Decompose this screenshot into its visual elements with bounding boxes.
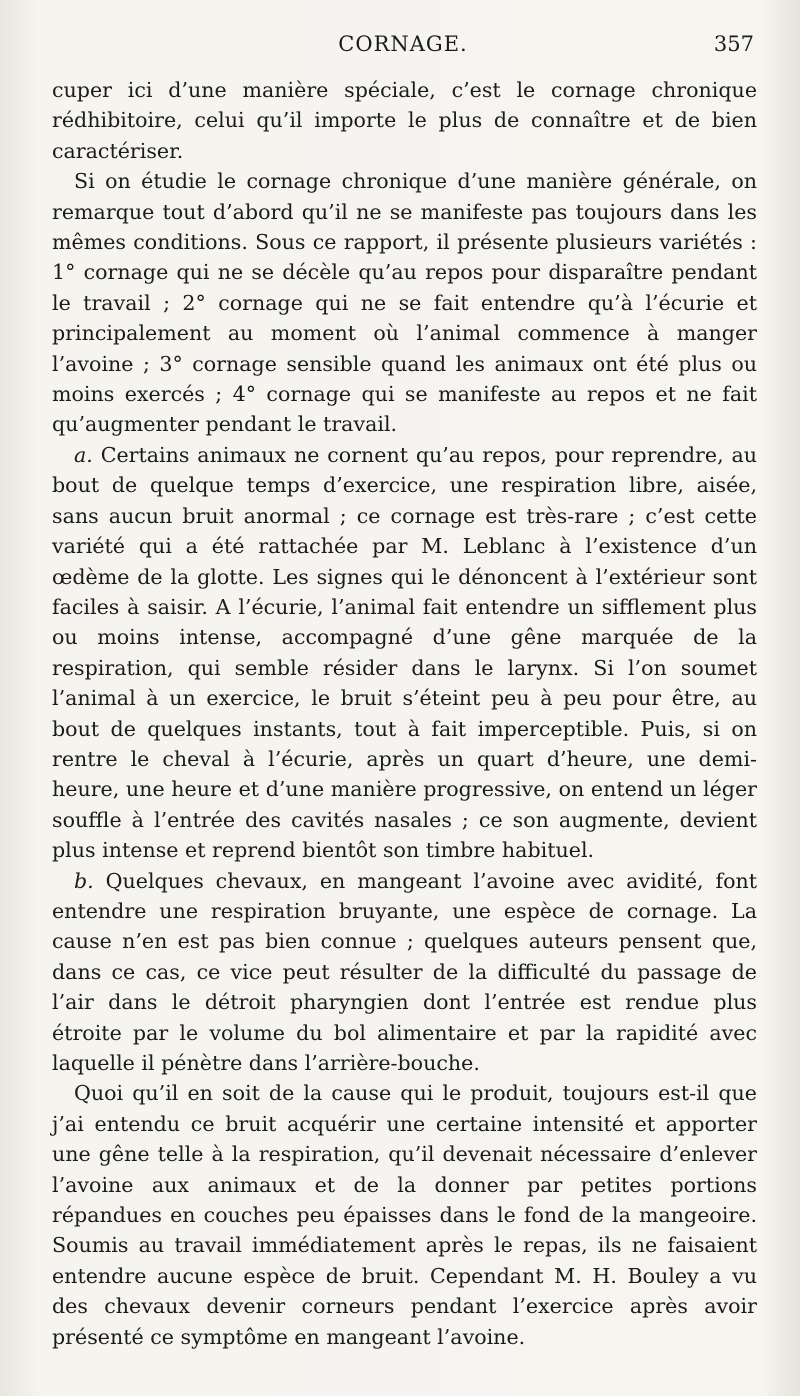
paragraph-continuation [52, 75, 757, 166]
paragraph-b [52, 866, 757, 1079]
paragraph-text: Quoi qu’il en soit de la cause qui le produit, toujours est-il que j’ai entendu ce bruit acquérir une certaine intensité et apporter une gêne telle à la respiration, qu’il devenait nécessaire d’enlever l’avoine aux animaux et de la donner par petites portions répandues en couches peu épaisses dans le fond de la mangeoire. Soumis au travail immédiatement après le repas, ils ne faisaient entendre aucune espèce de bruit. Cependant M. H. Bouley a vu des chevaux devenir corneurs pendant l’exercice après avoir présenté ce symptôme en mangeant l’avoine. [52, 1081, 757, 1349]
paragraph-varieties [52, 166, 757, 440]
body-text [52, 75, 757, 1352]
paragraph-text: cuper ici d’une manière spéciale, c’est le cornage chronique rédhibitoire, celui qu’il importe le plus de connaître et de bien caractériser. [52, 78, 757, 163]
page-number: 357 [713, 32, 754, 56]
running-head [52, 30, 754, 60]
paragraph-text: Si on étudie le cornage chronique d’une manière générale, on remarque tout d’abord qu’il ne se manifeste pas toujours dans les mêmes conditions. Sous ce rapport, il présente plusieurs variétés : 1° cornage qui ne se décèle qu’au repos pour disparaître pendant le travail ; 2° cornage qui ne se fait entendre qu’à l’écurie et principalement au moment où l’animal commence à manger l’avoine ; 3° cornage sensible quand les animaux ont été plus ou moins exercés ; 4° cornage qui se manifeste au repos et ne fait qu’augmenter pendant le travail. [52, 169, 757, 437]
paragraph-text: Quelques chevaux, en mangeant l’avoine avec avidité, font entendre une respiration bruyante, une espèce de cornage. La cause n’en est pas bien connue ; quelques auteurs pensent que, dans ce cas, ce vice peut résulter de la difficulté du passage de l’air dans le détroit pharyngien dont l’entrée est rendue plus étroite par le volume du bol alimentaire et par la rapidité avec laquelle il pénètre dans l’arrière-bouche. [52, 868, 758, 1075]
paragraph-quoi [52, 1078, 757, 1352]
paragraph-label: b. [74, 868, 94, 893]
paragraph-label: a. [74, 442, 93, 467]
running-title: CORNAGE. [338, 32, 468, 56]
paragraph-text: Certains animaux ne cornent qu’au repos, pour reprendre, au bout de quelque temps d’exercice, une respiration libre, aisée, sans aucun bruit anormal ; ce cornage est très-rare ; c’est cette variété qui a été rattachée par M. Leblanc à l’existence d’un œdème de la glotte. Les signes qui le dénoncent à l’extérieur sont faciles à saisir. A l’écurie, l’animal fait entendre un sifflement plus ou moins intense, accompagné d’une gêne marquée de la respiration, qui semble résider dans le larynx. Si l’on soumet l’animal à un exercice, le bruit s’éteint peu à peu pour être, au bout de quelques instants, tout à fait imperceptible. Puis, si on rentre le cheval à l’écurie, après un quart d’heure, une demi-heure, une heure et d’une manière progressive, on entend un léger souffle à l’entrée des cavités nasales ; ce son augmente, devient plus intense et reprend bientôt son timbre habituel. [52, 442, 758, 863]
paragraph-a [52, 440, 757, 866]
